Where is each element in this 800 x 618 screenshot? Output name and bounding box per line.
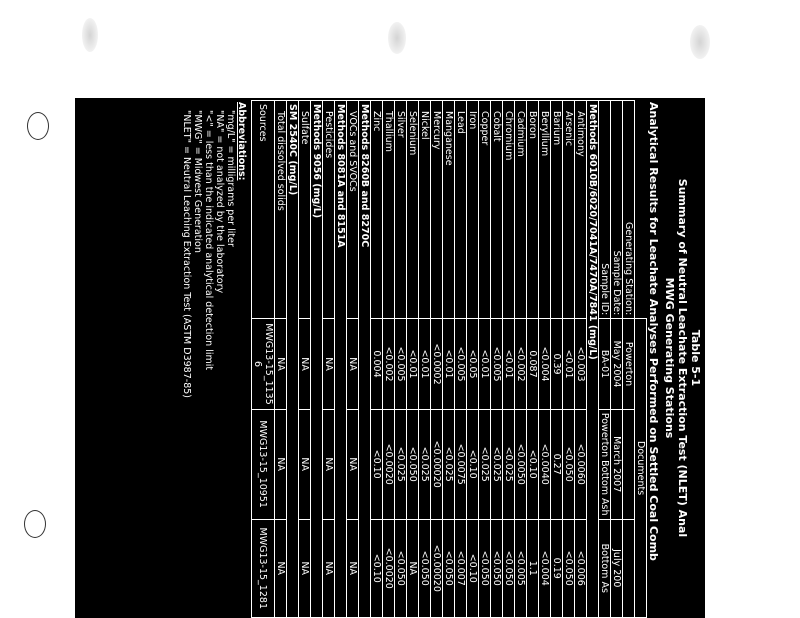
result-value: <0.0020	[383, 409, 395, 519]
analyte-name: Selenium	[407, 101, 419, 319]
abbreviation-item: "MWG" = Midwest Generation	[192, 110, 203, 253]
result-value: <0.050	[407, 409, 419, 519]
result-value: <0.05	[467, 319, 479, 410]
result-value: <0.005	[455, 319, 467, 410]
analyte-name: Copper	[479, 101, 491, 319]
result-value: <0.025	[491, 409, 503, 519]
table-title: Summary of Neutral Leachate Extraction Test (NLET) Anal	[676, 178, 689, 538]
result-value: <0.007	[455, 519, 467, 618]
table-row	[419, 101, 431, 618]
table-row	[503, 101, 515, 618]
table-row	[515, 101, 527, 618]
result-value: NA	[347, 519, 359, 618]
result-value: <0.005	[395, 319, 407, 410]
result-value: <0.0002	[431, 319, 443, 410]
result-value: 0.004	[371, 319, 383, 410]
result-value: <0.0040	[539, 409, 551, 519]
result-value: <0.01	[479, 319, 491, 410]
analyte-name: Chromium	[503, 101, 515, 319]
scanned-table-page	[75, 98, 705, 618]
result-value: <0.006	[575, 519, 587, 618]
analyte-name: Beryllium	[539, 101, 551, 319]
analyte-name: Nickel	[419, 101, 431, 319]
result-value: <0.002	[383, 319, 395, 410]
blank-cell	[635, 101, 647, 319]
table-row	[407, 101, 419, 618]
result-value: <0.050	[395, 519, 407, 618]
result-value: <0.025	[419, 409, 431, 519]
section-label: Methods 9056 (mg/L)	[311, 101, 323, 618]
result-value: <0.0075	[455, 409, 467, 519]
section-header-row	[335, 101, 347, 618]
date-label: Sample Date:	[611, 101, 623, 319]
abbreviations	[181, 102, 247, 618]
result-value: 0.087	[527, 319, 539, 410]
section-title: Analytical Results for Leachate Analyses Performed on Settled Coal Comb	[647, 102, 660, 561]
table-row	[539, 101, 551, 618]
result-value: <0.01	[563, 319, 575, 410]
binder-hole-top	[27, 112, 49, 140]
table-row	[479, 101, 491, 618]
section-label: Methods 8081A and 8151A	[335, 101, 347, 618]
result-value: <0.002	[515, 319, 527, 410]
source-ref: MWG13-15_10951	[252, 409, 275, 519]
station-label: Generating Station:	[623, 101, 635, 319]
table-row	[371, 101, 383, 618]
analyte-name: Barium	[551, 101, 563, 319]
result-value: NA	[299, 409, 311, 519]
column-station	[623, 519, 635, 618]
sources-label: Sources	[252, 101, 275, 319]
analyte-name: Pesticides	[323, 101, 335, 319]
table-row	[323, 101, 335, 618]
abbreviations-heading: Abbreviations:	[236, 102, 247, 181]
result-value: NA	[275, 319, 287, 410]
abbreviation-item: "mg/L" = milligrams per liter	[225, 110, 236, 247]
result-value: <0.050	[479, 519, 491, 618]
result-value: 0.19	[551, 519, 563, 618]
result-value: <0.005	[491, 319, 503, 410]
result-value: <0.050	[443, 519, 455, 618]
result-value: 0.39	[551, 319, 563, 410]
section-header-row	[587, 101, 599, 618]
table-row	[467, 101, 479, 618]
column-id: Bottom As	[599, 519, 611, 618]
result-value: <0.01	[419, 319, 431, 410]
section-header-row	[287, 101, 299, 618]
column-date: March 2007	[611, 409, 623, 519]
abbreviations-list	[181, 102, 236, 618]
result-value: <0.050	[563, 409, 575, 519]
station-row	[623, 101, 635, 618]
result-value: <0.025	[395, 409, 407, 519]
result-value: <0.005	[515, 519, 527, 618]
table-subtitle: MWG Generating Stations	[663, 277, 676, 439]
result-value: NA	[323, 519, 335, 618]
analyte-name: Iron	[467, 101, 479, 319]
result-value: NA	[323, 409, 335, 519]
result-value: <0.025	[503, 409, 515, 519]
result-value: <0.0060	[575, 409, 587, 519]
result-value: <0.10	[467, 409, 479, 519]
result-value: <0.10	[467, 519, 479, 618]
id-row	[599, 101, 611, 618]
result-value: <0.10	[371, 519, 383, 618]
result-value: <0.050	[503, 519, 515, 618]
scan-smudge	[690, 25, 710, 59]
section-label: SM 2540C (mg/L)	[287, 101, 299, 618]
result-value: <0.003	[575, 319, 587, 410]
result-value: <0.10	[527, 409, 539, 519]
analyte-name: Boron	[527, 101, 539, 319]
result-value: <0.01	[503, 319, 515, 410]
table-row	[563, 101, 575, 618]
analyte-name: Cadmium	[515, 101, 527, 319]
analyte-name: VOCs and SVOCs	[347, 101, 359, 319]
result-value: NA	[323, 319, 335, 410]
documents-label: Documents	[635, 319, 647, 618]
analyte-name: Total dissolved solids	[275, 101, 287, 319]
scan-smudge	[388, 22, 406, 54]
result-value: <0.050	[419, 519, 431, 618]
result-value: 0.27	[551, 409, 563, 519]
result-value: NA	[407, 519, 419, 618]
section-label: Methods 6010B/6020/7041A/7470A/7841 (mg/L)	[587, 101, 599, 618]
result-value: 1.1	[527, 519, 539, 618]
analyte-name: Zinc	[371, 101, 383, 319]
source-ref: MWG13-15_11356	[252, 319, 275, 410]
section-label: Methods 8260B and 8270C	[359, 101, 371, 618]
analyte-name: Manganese	[443, 101, 455, 319]
table-row	[455, 101, 467, 618]
table-row	[431, 101, 443, 618]
column-id: Powerton Bottom Ash	[599, 409, 611, 519]
result-value: <0.00020	[431, 409, 443, 519]
table-row	[383, 101, 395, 618]
result-value: <0.01	[443, 319, 455, 410]
result-value: <0.01	[407, 319, 419, 410]
table-row	[347, 101, 359, 618]
result-value: <0.10	[371, 409, 383, 519]
documents-row	[635, 101, 647, 618]
table-row	[575, 101, 587, 618]
table-header	[647, 98, 705, 618]
result-value: NA	[275, 409, 287, 519]
abbreviation-item: "NLET" = Neutral Leaching Extraction Test (ASTM D3987-85)	[181, 110, 192, 398]
table-row	[551, 101, 563, 618]
column-station	[623, 409, 635, 519]
source-ref: MWG13-15_1281	[252, 519, 275, 618]
table-row	[299, 101, 311, 618]
scan-smudge	[82, 18, 98, 52]
result-value: <0.0020	[383, 519, 395, 618]
result-value: <0.004	[539, 319, 551, 410]
analyte-name: Antimony	[575, 101, 587, 319]
table-row	[491, 101, 503, 618]
binder-hole-bottom	[24, 510, 46, 538]
analyte-name: Silver	[395, 101, 407, 319]
result-value: NA	[299, 319, 311, 410]
table-number: Table 5-1	[689, 329, 702, 387]
result-value: <0.025	[479, 409, 491, 519]
analyte-name: Mercury	[431, 101, 443, 319]
table-row	[395, 101, 407, 618]
analyte-name: Arsenic	[563, 101, 575, 319]
result-value: <0.004	[539, 519, 551, 618]
result-value: <0.00020	[431, 519, 443, 618]
section-header-row	[311, 101, 323, 618]
column-date: May 2004	[611, 319, 623, 410]
result-value: <0.050	[563, 519, 575, 618]
analyte-name: Lead	[455, 101, 467, 319]
id-label: Sample ID:	[599, 101, 611, 319]
result-value: NA	[347, 409, 359, 519]
result-value: NA	[347, 319, 359, 410]
analyte-name: Sulfate	[299, 101, 311, 319]
results-table	[251, 100, 647, 618]
result-value: NA	[299, 519, 311, 618]
date-row	[611, 101, 623, 618]
table-row	[275, 101, 287, 618]
result-value: <0.0050	[515, 409, 527, 519]
analyte-name: Thallium	[383, 101, 395, 319]
abbreviation-item: "NA" = not analyzed by the laboratory	[214, 110, 225, 294]
section-header-row	[359, 101, 371, 618]
table-row	[443, 101, 455, 618]
result-value: <0.025	[443, 409, 455, 519]
abbreviation-item: "<" = less than the indicated analytical detection limit	[203, 110, 214, 371]
sources-row	[252, 101, 275, 618]
column-id: BA-01	[599, 319, 611, 410]
result-value: NA	[275, 519, 287, 618]
result-value: <0.050	[491, 519, 503, 618]
column-station: Powerton	[623, 319, 635, 410]
analyte-name: Cobalt	[491, 101, 503, 319]
column-date: July 200	[611, 519, 623, 618]
table-row	[527, 101, 539, 618]
